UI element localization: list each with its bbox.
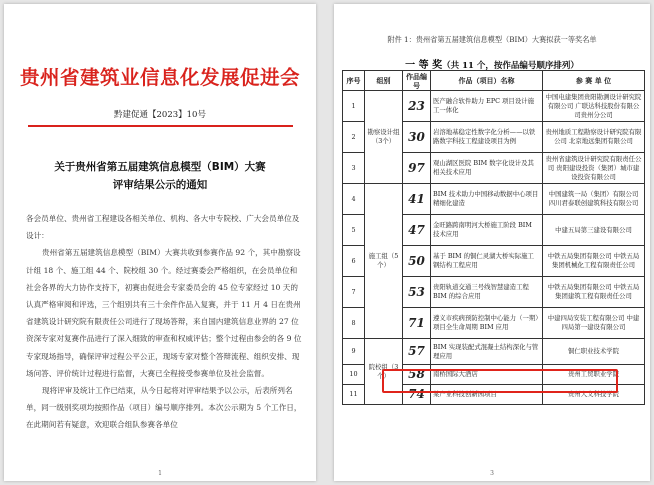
row-work-number: 53 xyxy=(403,277,431,308)
row-unit: 贵州地质工程勘察设计研究院有限公司 北京地远集团有限公司 xyxy=(543,122,645,153)
salutation-paragraph: 各会员单位、贵州省工程建设各相关单位、机构、各大中专院校、广大会员单位及设计： xyxy=(26,214,300,241)
header-unit: 参 赛 单 位 xyxy=(543,71,645,91)
row-project-name: 遵义市疾病预防控制中心能力（一期）项目全生命周期 BIM 应用 xyxy=(431,308,543,339)
row-project-name: 金旺路跨南明河大桥施工阶段 BIM 技术应用 xyxy=(431,215,543,246)
category-school: 院校组（3个） xyxy=(365,339,403,405)
row-unit: 中铁五局集团有限公司 中铁五局集团机械化工程有限责任公司 xyxy=(543,246,645,277)
table-row xyxy=(343,184,645,215)
prize-subheading: （共 11 个，按作品编号顺序排列） xyxy=(442,61,579,71)
document-page-right xyxy=(334,4,650,481)
row-work-number: 74 xyxy=(403,385,431,405)
row-seq: 1 xyxy=(343,91,365,122)
row-work-number: 97 xyxy=(403,153,431,184)
header-work-number: 作品编号 xyxy=(403,71,431,91)
row-work-number: 47 xyxy=(403,215,431,246)
category-design: 勘察设计组（3个） xyxy=(365,91,403,184)
header-seq: 序号 xyxy=(343,71,365,91)
row-seq: 2 xyxy=(343,122,365,153)
prize-level: 一 等 奖 xyxy=(405,60,443,71)
row-project-name: 南桥国际大酒店 xyxy=(431,365,543,385)
row-project-name: 观山湖区医院 BIM 数字化设计及其相关技术应用 xyxy=(431,153,543,184)
row-seq: 3 xyxy=(343,153,365,184)
row-work-number: 30 xyxy=(403,122,431,153)
row-project-name: BIM 技术助力中国移动数据中心项目精细化建造 xyxy=(431,184,543,215)
header-project-name: 作品（项目）名称 xyxy=(431,71,543,91)
row-unit: 中铁五局集团有限公司 中铁五局集团建筑工程有限责任公司 xyxy=(543,277,645,308)
row-project-name: 基于 BIM 的铜仁灵湖大桥实际施工钢结构工程应用 xyxy=(431,246,543,277)
row-work-number: 58 xyxy=(403,365,431,385)
page-number: 3 xyxy=(490,470,494,477)
row-seq: 4 xyxy=(343,184,365,215)
notice-title-line-1: 关于贵州省第五届建筑信息模型（BIM）大赛 xyxy=(54,161,266,173)
page-number: 1 xyxy=(158,470,162,477)
document-number: 黔建促通【2023】10号 xyxy=(114,110,206,120)
row-unit: 贵州工贸职业学院 xyxy=(543,365,645,385)
row-seq: 6 xyxy=(343,246,365,277)
row-unit: 铜仁职业技术学院 xyxy=(543,339,645,365)
row-seq: 7 xyxy=(343,277,365,308)
document-page-left xyxy=(4,4,316,481)
row-unit: 中国电建集团贵阳勘测设计研究院有限公司 广联达科技股份有限公司贵州分公司 xyxy=(543,91,645,122)
category-construction: 施工组（5个） xyxy=(365,184,403,339)
notice-body xyxy=(26,210,302,434)
award-table xyxy=(342,70,645,405)
red-divider xyxy=(28,125,293,127)
row-work-number: 71 xyxy=(403,308,431,339)
row-work-number: 50 xyxy=(403,246,431,277)
row-unit: 中建五局第三建设有限公司 xyxy=(543,215,645,246)
body-paragraph: 现将评审及统计工作已结束，从今日起将对评审结果予以公示，后表所列名单，同一级别奖项均按照作品（项目）编号顺序排列。本次公示期为 5 个工作日，在此期间若有疑意，欢迎联合组队参赛各单位 xyxy=(26,386,302,430)
row-seq: 8 xyxy=(343,308,365,339)
row-project-name: 医产融合软件助力 EPC 项目设计施工一体化 xyxy=(431,91,543,122)
body-paragraph: 贵州省第五届建筑信息模型（BIM）大赛共收到参赛作品 92 个，其中勘察设计组 18 个、施工组 44 个、院校组 30 个。经过赛委会严格组织，在会员单位和社会各界的大力协作支持下，初赛由促进会专家委员会的 45 位专家经过 10 天的认真严格审阅和评选，三个组别共有三十余件作品入复赛，并于 11 月 4 日在贵州省建筑设计研究院有限责任公司进行了现场答辩，来自国内建筑信息业界的 27 位资深专家对复赛作品进行了深入细致的审查和权威评估；整个过程由参会的各 9 位专家现场指导，确保评审过程公平公正，现场专家对整个答辩流程、组织安排、现场问答、评价统计过程进行监督，大赛已全程接受参赛单位及社会监督。 xyxy=(26,248,302,378)
row-unit: 中建四局安装工程有限公司 中建四局第一建设有限公司 xyxy=(543,308,645,339)
row-unit: 中国建筑一局（集团）有限公司 四川君泰联创建筑科技有限公司 xyxy=(543,184,645,215)
row-work-number: 41 xyxy=(403,184,431,215)
row-seq: 5 xyxy=(343,215,365,246)
appendix-title: 附件 1：贵州省第五届建筑信息模型（BIM）大赛拟获一等奖名单 xyxy=(387,35,597,44)
row-work-number: 57 xyxy=(403,339,431,365)
notice-title-line-2: 评审结果公示的通知 xyxy=(112,179,208,191)
row-unit: 贵州省建筑设计研究院有限责任公司 贵阳建设投资（集团）城市建设投资有限公司 xyxy=(543,153,645,184)
prize-heading xyxy=(334,56,650,71)
row-seq: 9 xyxy=(343,339,365,365)
table-row xyxy=(343,339,645,365)
row-seq: 10 xyxy=(343,365,365,385)
row-project-name: 贵阳轨道交通三号线智慧建造工程 BIM 的综合应用 xyxy=(431,277,543,308)
row-project-name: 某产业科技创新园项目 xyxy=(431,385,543,405)
row-seq: 11 xyxy=(343,385,365,405)
row-work-number: 23 xyxy=(403,91,431,122)
table-header-row xyxy=(343,71,645,91)
row-project-name: 岩溶地基稳定性数字化分析——以铁路数字科技工程建设项目为例 xyxy=(431,122,543,153)
row-project-name: BIM 实现装配式混凝土结构深化与管理应用 xyxy=(431,339,543,365)
table-row xyxy=(343,91,645,122)
organization-title: 贵州省建筑业信息化发展促进会 xyxy=(19,66,300,89)
header-category: 组别 xyxy=(365,71,403,91)
row-unit: 贵州人文科技学院 xyxy=(543,385,645,405)
